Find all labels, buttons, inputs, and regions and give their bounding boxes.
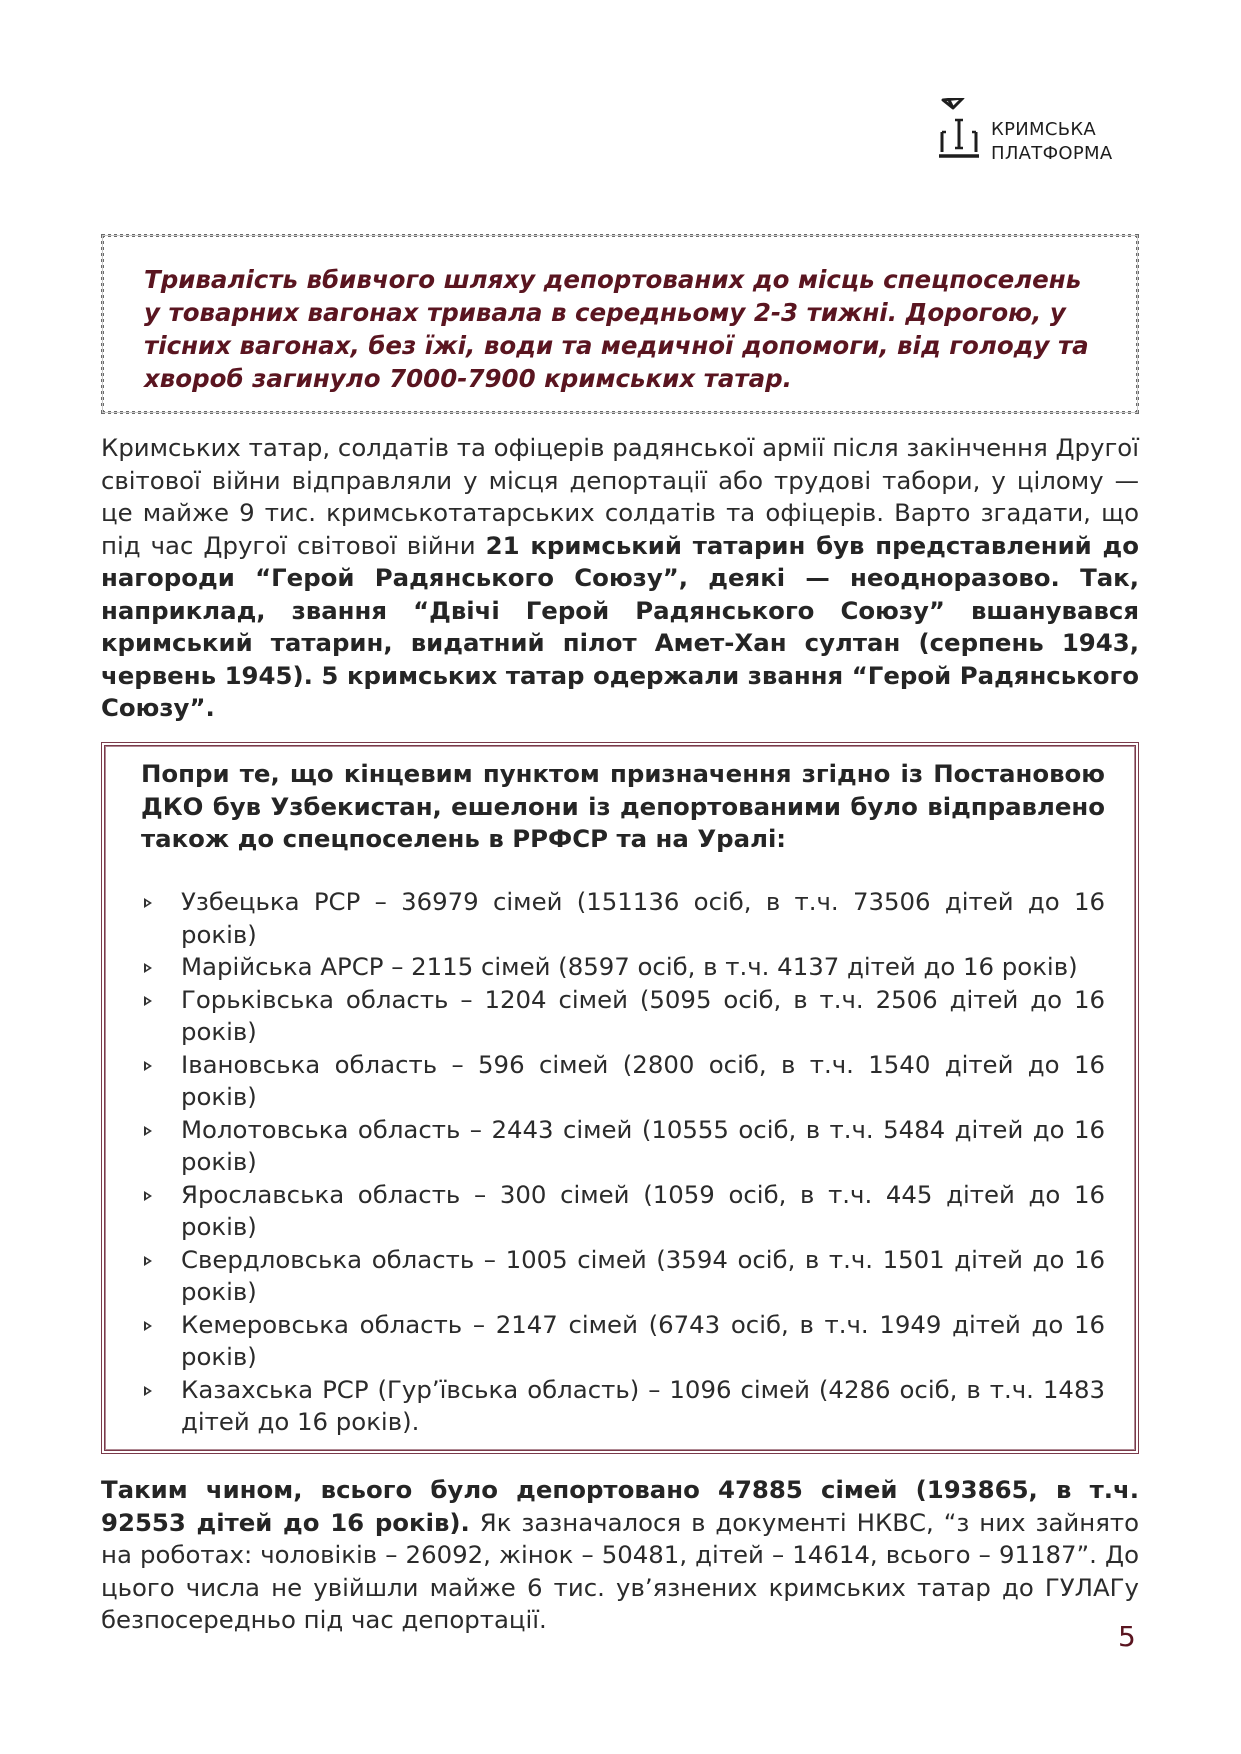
triangle-bullet-icon (144, 1386, 152, 1396)
list-item-text: Івановська область – 596 сімей (2800 осіб, в т.ч. 1540 дітей до 16 років) (181, 1049, 1105, 1111)
crimea-platform-logo-icon (935, 98, 985, 178)
triangle-bullet-icon (144, 996, 152, 1006)
paragraph-heroes-bold: 21 кримський татарин був представлений до нагороди “Герой Радянського Союзу”, деякі — неодноразово. Так, наприклад, звання “Двічі Герой Радянського Союзу” вшанувався кримський татарин, видатний пілот Амет-Хан султан (серпень 1943, червень 1945). 5 кримських татар одержали звання “Герой Радянського Союзу”. (101, 530, 1139, 722)
list-item-text: Молотовська область – 2443 сімей (10555 осіб, в т.ч. 5484 дітей до 16 років) (181, 1114, 1105, 1176)
quote-box (101, 234, 1139, 414)
triangle-bullet-icon (144, 1256, 152, 1266)
triangle-bullet-icon (144, 1061, 152, 1071)
destinations-list (141, 886, 1105, 1439)
list-item (141, 1179, 1105, 1244)
list-item (141, 984, 1105, 1049)
list-item-text: Ярославська область – 300 сімей (1059 осіб, в т.ч. 445 дітей до 16 років) (181, 1179, 1105, 1241)
paragraph-totals-bold: Таким чином, всього було депортовано 47885 сімей (193865, в т.ч. 92553 дітей до 16 років). (101, 1475, 1139, 1537)
list-item (141, 1309, 1105, 1374)
list-item (141, 886, 1105, 951)
list-item-text: Горьківська область – 1204 сімей (5095 осіб, в т.ч. 2506 дітей до 16 років) (181, 984, 1105, 1046)
list-item (141, 951, 1105, 984)
logo-line1: КРИМСЬКА (991, 119, 1097, 140)
triangle-bullet-icon (144, 963, 152, 973)
list-item (141, 1114, 1105, 1179)
triangle-bullet-icon (144, 898, 152, 908)
list-item-text: Узбецька РСР – 36979 сімей (151136 осіб, в т.ч. 73506 дітей до 16 років) (181, 887, 1105, 949)
logo-wordmark (991, 118, 1112, 166)
paragraph-heroes-regular: Кримських татар, солдатів та офіцерів радянської армії після закінчення Другої світової війни відправляли у місця депортації або трудові табори, у цілому — це майже 9 тис. кримськотатарських солдатів та офіцерів. Варто згадати, що під час Другої світової війни (101, 433, 1139, 560)
list-item-text: Свердловська область – 1005 сімей (3594 осіб, в т.ч. 1501 дітей до 16 років) (181, 1244, 1105, 1306)
list-item-text: Марійська АРСР – 2115 сімей (8597 осіб, в т.ч. 4137 дітей до 16 років) (181, 952, 1078, 981)
list-item (141, 1049, 1105, 1114)
list-item-text: Казахська РСР (Гур’ївська область) – 1096 сімей (4286 осіб, в т.ч. 1483 дітей до 16 років). (181, 1374, 1105, 1436)
destinations-heading: Попри те, що кінцевим пунктом призначення згідно із Постановою ДКО був Узбекистан, ешелони із депортованими було відправлено також до спецпоселень в РРФСР та на Уралі: (141, 759, 1105, 853)
list-item (141, 1244, 1105, 1309)
triangle-bullet-icon (144, 1191, 152, 1201)
paragraph-totals (101, 1474, 1139, 1637)
list-item (141, 1374, 1105, 1439)
paragraph-heroes (101, 432, 1139, 725)
triangle-bullet-icon (144, 1126, 152, 1136)
page-number: 5 (1118, 1620, 1136, 1653)
logo-line2: ПЛАТФОРМА (991, 143, 1113, 164)
triangle-bullet-icon (144, 1321, 152, 1331)
list-item-text: Кемеровська область – 2147 сімей (6743 осіб, в т.ч. 1949 дітей до 16 років) (181, 1309, 1105, 1371)
logo (935, 98, 1165, 178)
paragraph-totals-regular: Як зазначалося в документі НКВС, “з них зайнято на роботах: чоловіків – 26092, жінок – 50481, дітей – 14614, всього – 91187”. До цього числа не увійшли майже 6 тис. ув’язнених кримських татар до ГУЛАГу безпосередньо під час депортації. (101, 1507, 1139, 1634)
quote-text: Тривалість вбивчого шляху депортованих до місць спецпоселень у товарних вагонах тривала в середньому 2-3 тижні. Дорогою, у тісних вагонах, без їжі, води та медичної допомоги, від голоду та хвороб загинуло 7000-7900 кримських татар. (144, 265, 1089, 393)
destinations-box (101, 742, 1139, 1454)
